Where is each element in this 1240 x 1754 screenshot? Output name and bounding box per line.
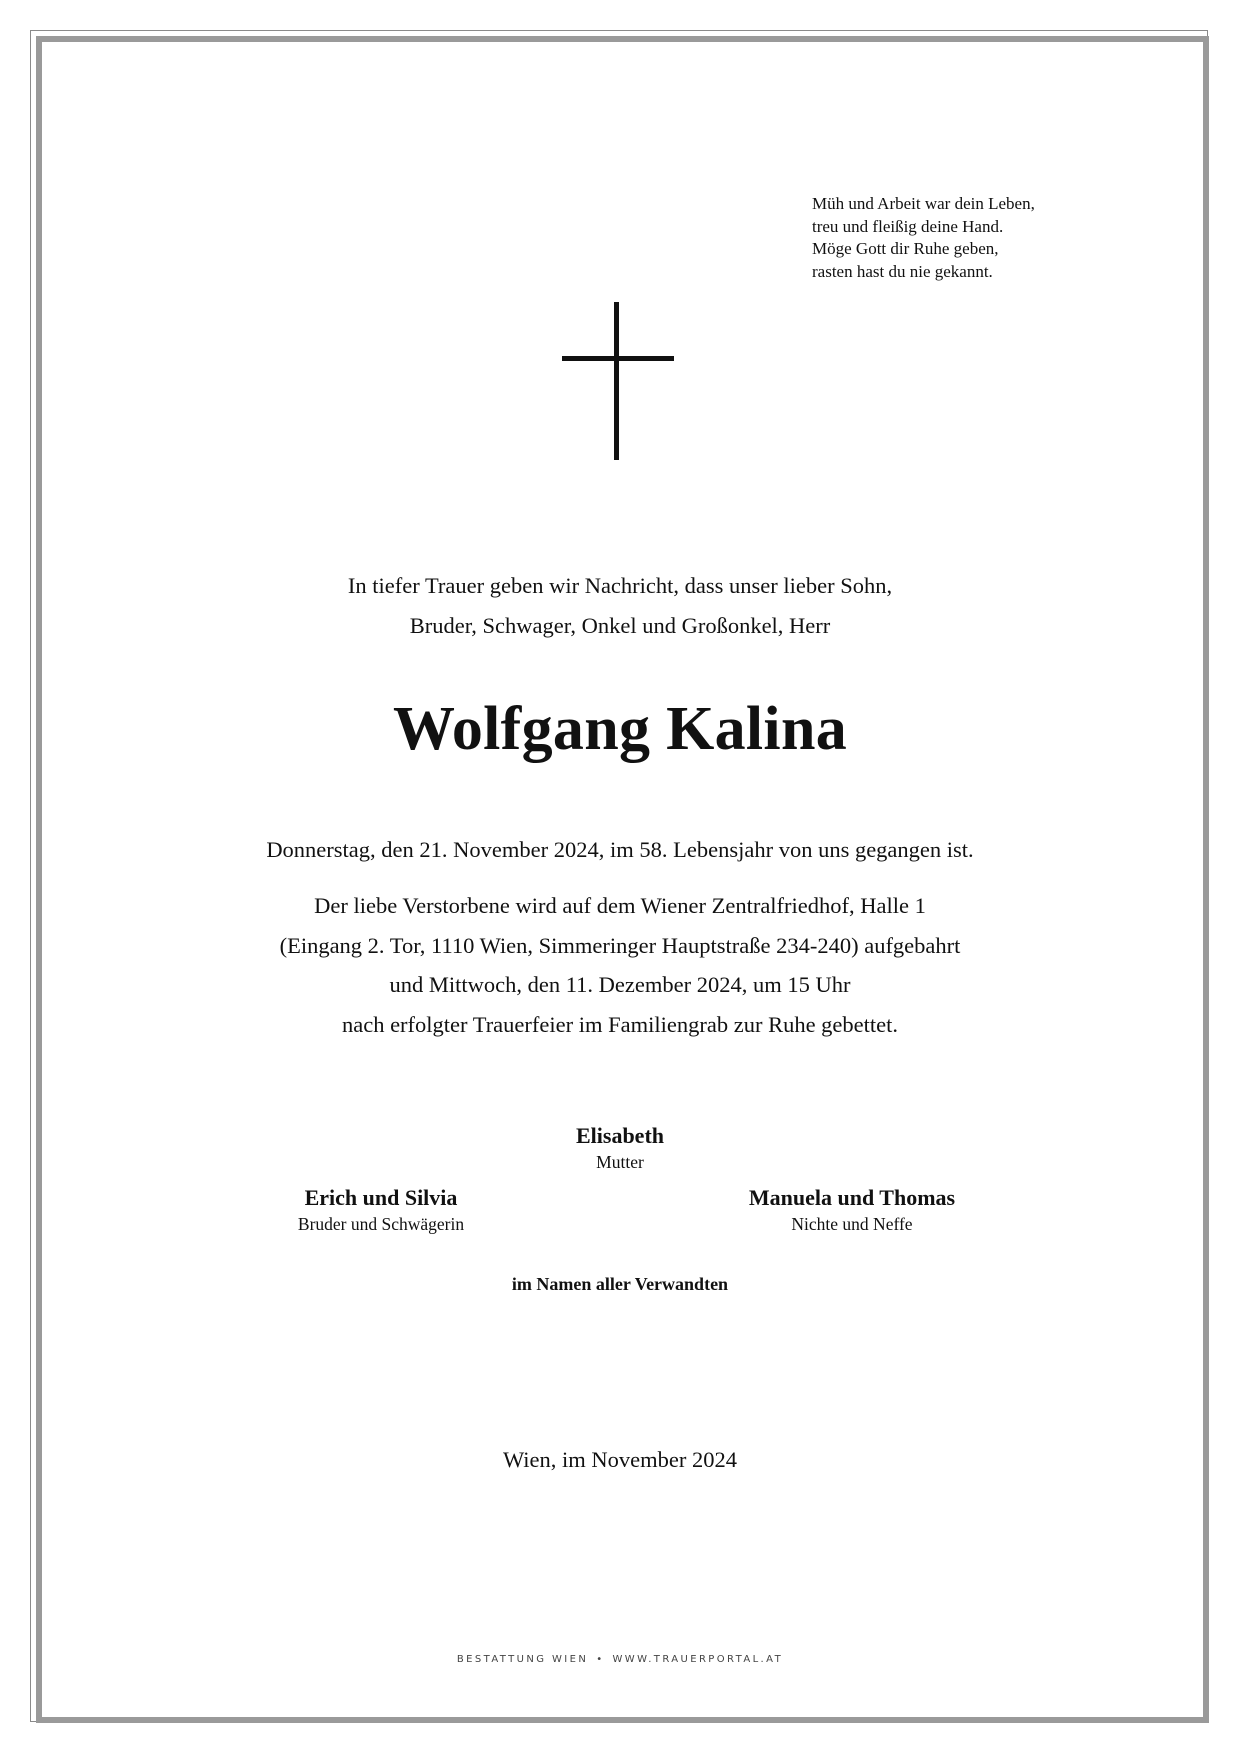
mourner-brother xyxy=(181,1185,581,1235)
mourner-name: Erich und Silvia xyxy=(304,1185,458,1210)
poem-line: Müh und Arbeit war dein Leben, xyxy=(812,194,1035,213)
deceased-name: Wolfgang Kalina xyxy=(392,695,848,763)
funeral-line: nach erfolgter Trauerfeier im Familiengrab zur Ruhe gebettet. xyxy=(341,1012,899,1037)
mourner-mother xyxy=(420,1123,820,1173)
mourner-relation: Nichte und Neffe xyxy=(791,1214,913,1234)
place-date: Wien, im November 2024 xyxy=(502,1447,738,1472)
footer xyxy=(0,1654,1240,1665)
death-notice: Donnerstag, den 21. November 2024, im 58. Lebensjahr von uns gegangen ist. xyxy=(266,837,974,862)
funeral-line: (Eingang 2. Tor, 1110 Wien, Simmeringer Hauptstraße 234-240) aufgebahrt xyxy=(279,933,961,958)
mourner-name: Elisabeth xyxy=(575,1123,665,1148)
footer-company: BESTATTUNG WIEN xyxy=(456,1654,589,1665)
latin-cross-icon xyxy=(562,302,674,460)
mourner-relation: Bruder und Schwägerin xyxy=(297,1214,465,1234)
mourner-niece-nephew xyxy=(652,1185,1052,1235)
poem-line: Möge Gott dir Ruhe geben, xyxy=(812,239,999,258)
poem-line: rasten hast du nie gekannt. xyxy=(812,261,993,281)
intro-line: Bruder, Schwager, Onkel und Großonkel, Herr xyxy=(409,613,831,638)
mourner-relation: Mutter xyxy=(596,1152,644,1172)
funeral-line: Der liebe Verstorbene wird auf dem Wiener Zentralfriedhof, Halle 1 xyxy=(314,893,926,918)
funeral-line: und Mittwoch, den 11. Dezember 2024, um 15 Uhr xyxy=(389,972,851,997)
memorial-poem xyxy=(812,193,1152,283)
intro-line: In tiefer Trauer geben wir Nachricht, dass unser lieber Sohn, xyxy=(347,573,893,598)
footer-separator: • xyxy=(596,1654,605,1665)
footer-website-link[interactable]: WWW.TRAUERPORTAL.AT xyxy=(612,1654,784,1665)
mourner-name: Manuela und Thomas xyxy=(748,1185,956,1210)
poem-line: treu und fleißig deine Hand. xyxy=(812,216,1004,236)
on-behalf-line: im Namen aller Verwandten xyxy=(511,1274,729,1294)
